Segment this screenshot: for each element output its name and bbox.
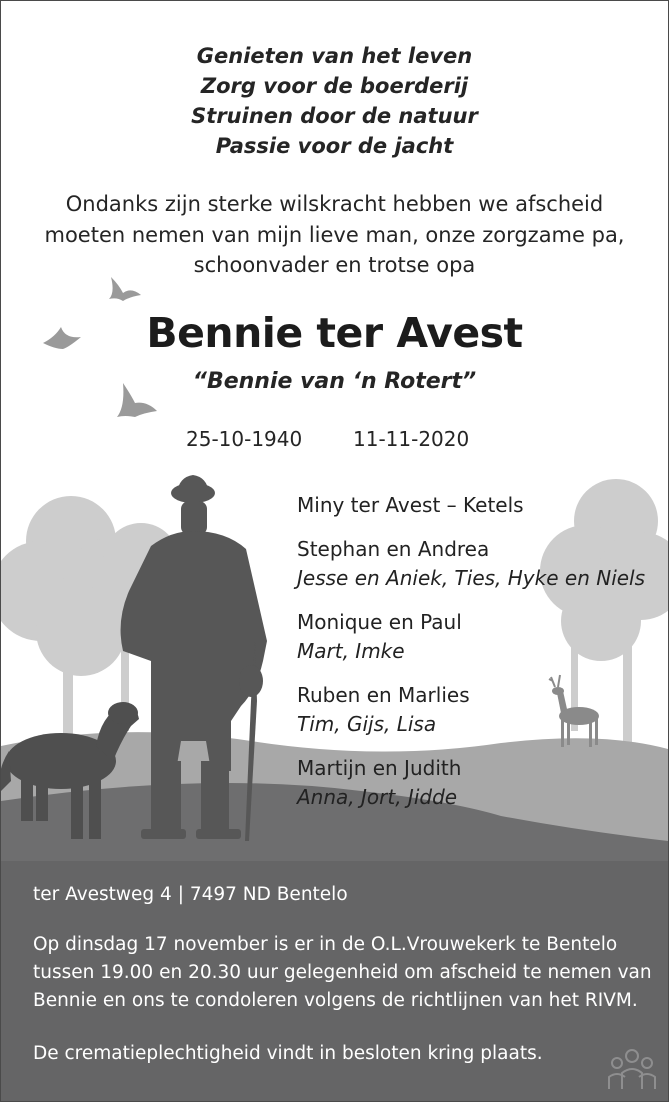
death-date: 11-11-2020 xyxy=(353,427,470,451)
ceremony-info-line: Op dinsdag 17 november is er in de O.L.Vrouwekerk te Bentelo xyxy=(33,934,618,955)
address: ter Avestweg 4 | 7497 ND Bentelo xyxy=(33,884,348,905)
family-children: Jesse en Aniek, Ties, Hyke en Niels xyxy=(297,566,646,590)
family-parents: Monique en Paul xyxy=(297,610,462,634)
family-children: Mart, Imke xyxy=(297,639,405,663)
family-children: Anna, Jort, Jidde xyxy=(297,785,458,809)
deceased-nickname: “Bennie van ‘n Rotert” xyxy=(192,369,477,394)
family-parents: Ruben en Marlies xyxy=(297,683,470,707)
intro-line: schoonvader en trotse opa xyxy=(193,253,476,277)
deceased-name: Bennie ter Avest xyxy=(146,309,523,357)
motto-line: Genieten van het leven xyxy=(196,44,473,68)
bird-icon xyxy=(109,277,141,301)
family-list xyxy=(297,491,645,812)
family-parents: Stephan en Andrea xyxy=(297,537,490,561)
family-parents: Martijn en Judith xyxy=(297,756,462,780)
motto-line: Passie voor de jacht xyxy=(215,134,454,158)
ceremony-info-line: tussen 19.00 en 20.30 uur gelegenheid om afscheid te nemen van xyxy=(33,962,652,983)
closing-note: De crematieplechtigheid vindt in besloten kring plaats. xyxy=(33,1043,543,1064)
partner-name: Miny ter Avest – Ketels xyxy=(297,493,524,517)
birth-date: 25-10-1940 xyxy=(186,427,303,451)
intro-line: moeten nemen van mijn lieve man, onze zorgzame pa, xyxy=(44,222,625,247)
publisher-logo-icon xyxy=(607,1047,657,1091)
motto-line: Zorg voor de boerderij xyxy=(200,74,469,98)
intro-line: Ondanks zijn sterke wilskracht hebben we afscheid xyxy=(65,192,604,216)
intro-text xyxy=(1,189,668,281)
motto xyxy=(1,41,668,161)
ceremony-info-line: Bennie en ons te condoleren volgens de richtlijnen van het RIVM. xyxy=(33,990,638,1011)
motto-line: Struinen door de natuur xyxy=(191,104,478,128)
family-children: Tim, Gijs, Lisa xyxy=(297,712,437,736)
